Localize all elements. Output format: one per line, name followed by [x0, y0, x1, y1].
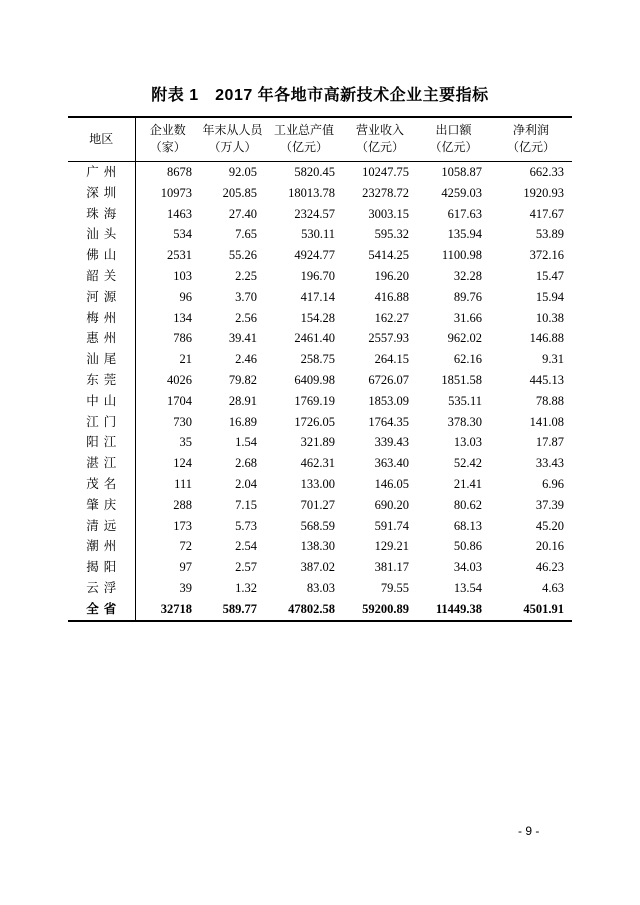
value-cell-gross-output: 417.14 [300, 289, 335, 304]
value-cell-operating-revenue: 1764.35 [368, 414, 409, 429]
value-cell-enterprise-count: 173 [173, 518, 192, 533]
region-cell: 广州 [68, 162, 135, 183]
col-label: 企业数 [149, 123, 186, 137]
value-cell-export-value: 962.02 [447, 331, 482, 346]
value-cell-yearend-staff: 55.26 [228, 248, 257, 263]
value-cell-enterprise-count: 103 [173, 268, 192, 283]
value-cell-yearend-staff: 205.85 [222, 185, 257, 200]
col-header-operating-revenue [343, 117, 417, 162]
value-cell-gross-output: 258.75 [300, 352, 335, 367]
value-cell-export-value: 11449.38 [435, 601, 482, 616]
col-unit: （亿元） [506, 140, 555, 154]
table-row [68, 308, 572, 329]
value-cell-gross-output: 530.11 [301, 227, 335, 242]
value-cell-operating-revenue: 381.17 [374, 560, 409, 575]
value-cell-enterprise-count: 111 [174, 476, 192, 491]
table-row [68, 266, 572, 287]
value-cell-net-profit: 4.63 [542, 580, 564, 595]
value-cell-export-value: 378.30 [447, 414, 482, 429]
value-cell-gross-output: 568.59 [300, 518, 335, 533]
table-title: 附表 1 2017 年各地市高新技术企业主要指标 [151, 87, 489, 104]
col-label: 营业收入 [355, 123, 404, 137]
value-cell-enterprise-count: 534 [173, 227, 192, 242]
value-cell-yearend-staff: 589.77 [222, 601, 257, 616]
value-cell-gross-output: 1769.19 [294, 393, 335, 408]
value-cell-operating-revenue: 6726.07 [368, 372, 409, 387]
value-cell-enterprise-count: 39 [179, 580, 192, 595]
col-unit: （家） [149, 140, 186, 154]
col-header-yearend-staff [200, 117, 265, 162]
table-row-total [68, 599, 572, 621]
col-header-enterprise-count [135, 117, 200, 162]
table-row [68, 516, 572, 537]
region-cell: 梅州 [68, 308, 135, 329]
value-cell-export-value: 68.13 [453, 518, 482, 533]
region-cell: 汕头 [68, 224, 135, 245]
value-cell-gross-output: 83.03 [306, 580, 335, 595]
value-cell-export-value: 4259.03 [441, 185, 482, 200]
value-cell-gross-output: 47802.58 [288, 601, 335, 616]
region-cell: 深圳 [68, 183, 135, 204]
region-cell: 湛江 [68, 453, 135, 474]
col-unit: （万人） [208, 140, 257, 154]
value-cell-net-profit: 46.23 [535, 560, 564, 575]
value-cell-yearend-staff: 2.68 [235, 456, 257, 471]
value-cell-yearend-staff: 16.89 [228, 414, 257, 429]
value-cell-gross-output: 701.27 [300, 497, 335, 512]
value-cell-yearend-staff: 79.82 [228, 372, 257, 387]
value-cell-export-value: 1058.87 [441, 165, 482, 179]
value-cell-operating-revenue: 10247.75 [362, 165, 409, 179]
value-cell-yearend-staff: 5.73 [235, 518, 257, 533]
value-cell-export-value: 50.86 [453, 539, 482, 554]
value-cell-enterprise-count: 8678 [167, 165, 192, 179]
value-cell-net-profit: 9.31 [542, 352, 564, 367]
value-cell-net-profit: 445.13 [529, 372, 564, 387]
region-cell: 全省 [68, 599, 135, 621]
col-label: 年末从人员 [202, 123, 263, 137]
region-cell: 佛山 [68, 245, 135, 266]
value-cell-operating-revenue: 2557.93 [368, 331, 409, 346]
value-cell-net-profit: 15.47 [535, 268, 564, 283]
value-cell-gross-output: 2461.40 [294, 331, 335, 346]
value-cell-operating-revenue: 690.20 [374, 497, 409, 512]
value-cell-yearend-staff: 2.57 [235, 560, 257, 575]
value-cell-enterprise-count: 96 [179, 289, 192, 304]
table-row [68, 474, 572, 495]
region-cell: 江门 [68, 412, 135, 433]
table-body [68, 162, 572, 621]
value-cell-gross-output: 133.00 [300, 476, 335, 491]
value-cell-net-profit: 6.96 [542, 476, 564, 491]
value-cell-yearend-staff: 7.15 [235, 497, 257, 512]
value-cell-net-profit: 662.33 [529, 165, 564, 179]
table-row [68, 432, 572, 453]
value-cell-net-profit: 372.16 [529, 248, 564, 263]
table-row [68, 536, 572, 557]
value-cell-export-value: 62.16 [453, 352, 482, 367]
value-cell-enterprise-count: 730 [173, 414, 192, 429]
value-cell-gross-output: 6409.98 [294, 372, 335, 387]
table-row [68, 495, 572, 516]
table-row [68, 557, 572, 578]
value-cell-net-profit: 146.88 [529, 331, 564, 346]
region-cell: 阳江 [68, 432, 135, 453]
value-cell-enterprise-count: 10973 [160, 185, 192, 200]
value-cell-net-profit: 15.94 [535, 289, 564, 304]
value-cell-enterprise-count: 288 [173, 497, 192, 512]
value-cell-net-profit: 17.87 [535, 435, 564, 450]
value-cell-operating-revenue: 264.15 [374, 352, 409, 367]
col-unit: （亿元） [279, 140, 328, 154]
col-label: 出口额 [435, 123, 472, 137]
value-cell-gross-output: 196.70 [300, 268, 335, 283]
value-cell-enterprise-count: 32718 [160, 601, 192, 616]
region-cell: 珠海 [68, 204, 135, 225]
value-cell-operating-revenue: 1853.09 [368, 393, 409, 408]
value-cell-net-profit: 45.20 [535, 518, 564, 533]
value-cell-gross-output: 387.02 [300, 560, 335, 575]
value-cell-enterprise-count: 2531 [167, 248, 192, 263]
region-cell: 茂名 [68, 474, 135, 495]
value-cell-gross-output: 1726.05 [294, 414, 335, 429]
region-cell: 清远 [68, 516, 135, 537]
value-cell-export-value: 52.42 [453, 456, 482, 471]
value-cell-export-value: 13.03 [453, 435, 482, 450]
value-cell-operating-revenue: 5414.25 [368, 248, 409, 263]
value-cell-enterprise-count: 786 [173, 331, 192, 346]
value-cell-operating-revenue: 3003.15 [368, 206, 409, 221]
table-row [68, 162, 572, 183]
value-cell-export-value: 135.94 [447, 227, 482, 242]
stats-table [68, 116, 572, 622]
region-cell: 韶关 [68, 266, 135, 287]
value-cell-operating-revenue: 196.20 [374, 268, 409, 283]
region-cell: 河源 [68, 287, 135, 308]
value-cell-gross-output: 2324.57 [294, 206, 335, 221]
table-row [68, 183, 572, 204]
table-row [68, 224, 572, 245]
value-cell-export-value: 535.11 [448, 393, 482, 408]
value-cell-export-value: 1100.98 [441, 248, 482, 263]
value-cell-enterprise-count: 4026 [167, 372, 192, 387]
region-cell: 中山 [68, 391, 135, 412]
value-cell-gross-output: 5820.45 [294, 165, 335, 179]
value-cell-yearend-staff: 2.04 [235, 476, 257, 491]
value-cell-yearend-staff: 92.05 [228, 165, 257, 179]
value-cell-yearend-staff: 3.70 [235, 289, 257, 304]
region-cell: 潮州 [68, 536, 135, 557]
value-cell-enterprise-count: 1704 [167, 393, 192, 408]
table-row [68, 412, 572, 433]
col-label: 工业总产值 [273, 123, 334, 137]
value-cell-yearend-staff: 28.91 [228, 393, 257, 408]
value-cell-enterprise-count: 1463 [167, 206, 192, 221]
value-cell-yearend-staff: 1.54 [235, 435, 257, 450]
col-header-net-profit [490, 117, 572, 162]
value-cell-net-profit: 1920.93 [523, 185, 564, 200]
value-cell-net-profit: 10.38 [535, 310, 564, 325]
value-cell-enterprise-count: 97 [179, 560, 192, 575]
table-row [68, 349, 572, 370]
value-cell-enterprise-count: 134 [173, 310, 192, 325]
value-cell-operating-revenue: 416.88 [374, 289, 409, 304]
value-cell-yearend-staff: 2.46 [235, 352, 257, 367]
table-header [68, 117, 572, 162]
value-cell-operating-revenue: 595.32 [374, 227, 409, 242]
value-cell-yearend-staff: 27.40 [228, 206, 257, 221]
value-cell-yearend-staff: 2.56 [235, 310, 257, 325]
value-cell-export-value: 617.63 [447, 206, 482, 221]
col-label: 净利润 [512, 123, 549, 137]
table-row [68, 245, 572, 266]
value-cell-gross-output: 462.31 [300, 456, 335, 471]
value-cell-export-value: 34.03 [453, 560, 482, 575]
value-cell-operating-revenue: 339.43 [374, 435, 409, 450]
value-cell-enterprise-count: 124 [173, 456, 192, 471]
col-header-region: 地区 [68, 117, 135, 162]
value-cell-net-profit: 78.88 [535, 393, 564, 408]
value-cell-gross-output: 321.89 [300, 435, 335, 450]
value-cell-export-value: 89.76 [453, 289, 482, 304]
value-cell-net-profit: 417.67 [529, 206, 564, 221]
col-header-export-value [417, 117, 490, 162]
value-cell-operating-revenue: 162.27 [374, 310, 409, 325]
value-cell-export-value: 32.28 [453, 268, 482, 283]
value-cell-net-profit: 4501.91 [523, 601, 564, 616]
col-header-gross-output [265, 117, 343, 162]
value-cell-yearend-staff: 2.54 [235, 539, 257, 554]
page-number: - 9 - [518, 824, 540, 838]
value-cell-export-value: 1851.58 [441, 372, 482, 387]
value-cell-gross-output: 154.28 [300, 310, 335, 325]
region-cell: 云浮 [68, 578, 135, 599]
value-cell-operating-revenue: 79.55 [380, 580, 409, 595]
value-cell-yearend-staff: 7.65 [235, 227, 257, 242]
table-row [68, 391, 572, 412]
value-cell-net-profit: 141.08 [529, 414, 564, 429]
value-cell-gross-output: 138.30 [300, 539, 335, 554]
region-cell: 东莞 [68, 370, 135, 391]
value-cell-export-value: 13.54 [453, 580, 482, 595]
col-unit: （亿元） [429, 140, 478, 154]
region-cell: 汕尾 [68, 349, 135, 370]
value-cell-operating-revenue: 23278.72 [362, 185, 409, 200]
region-cell: 惠州 [68, 328, 135, 349]
region-cell: 揭阳 [68, 557, 135, 578]
header-row [68, 117, 572, 162]
value-cell-operating-revenue: 363.40 [374, 456, 409, 471]
value-cell-export-value: 21.41 [453, 476, 482, 491]
value-cell-yearend-staff: 1.32 [235, 580, 257, 595]
value-cell-enterprise-count: 21 [179, 352, 192, 367]
value-cell-operating-revenue: 146.05 [374, 476, 409, 491]
table-row [68, 453, 572, 474]
region-cell: 肇庆 [68, 495, 135, 516]
value-cell-gross-output: 18013.78 [288, 185, 335, 200]
table-row [68, 287, 572, 308]
value-cell-operating-revenue: 129.21 [374, 539, 409, 554]
value-cell-enterprise-count: 35 [179, 435, 192, 450]
value-cell-export-value: 80.62 [453, 497, 482, 512]
value-cell-net-profit: 37.39 [535, 497, 564, 512]
table-row [68, 578, 572, 599]
value-cell-net-profit: 20.16 [535, 539, 564, 554]
col-unit: （亿元） [355, 140, 404, 154]
value-cell-enterprise-count: 72 [179, 539, 192, 554]
table-row [68, 328, 572, 349]
table-row [68, 370, 572, 391]
value-cell-export-value: 31.66 [453, 310, 482, 325]
value-cell-operating-revenue: 59200.89 [362, 601, 409, 616]
table-row [68, 204, 572, 225]
value-cell-net-profit: 33.43 [535, 456, 564, 471]
value-cell-gross-output: 4924.77 [294, 248, 335, 263]
value-cell-yearend-staff: 39.41 [228, 331, 257, 346]
value-cell-yearend-staff: 2.25 [235, 268, 257, 283]
value-cell-net-profit: 53.89 [535, 227, 564, 242]
value-cell-operating-revenue: 591.74 [374, 518, 409, 533]
